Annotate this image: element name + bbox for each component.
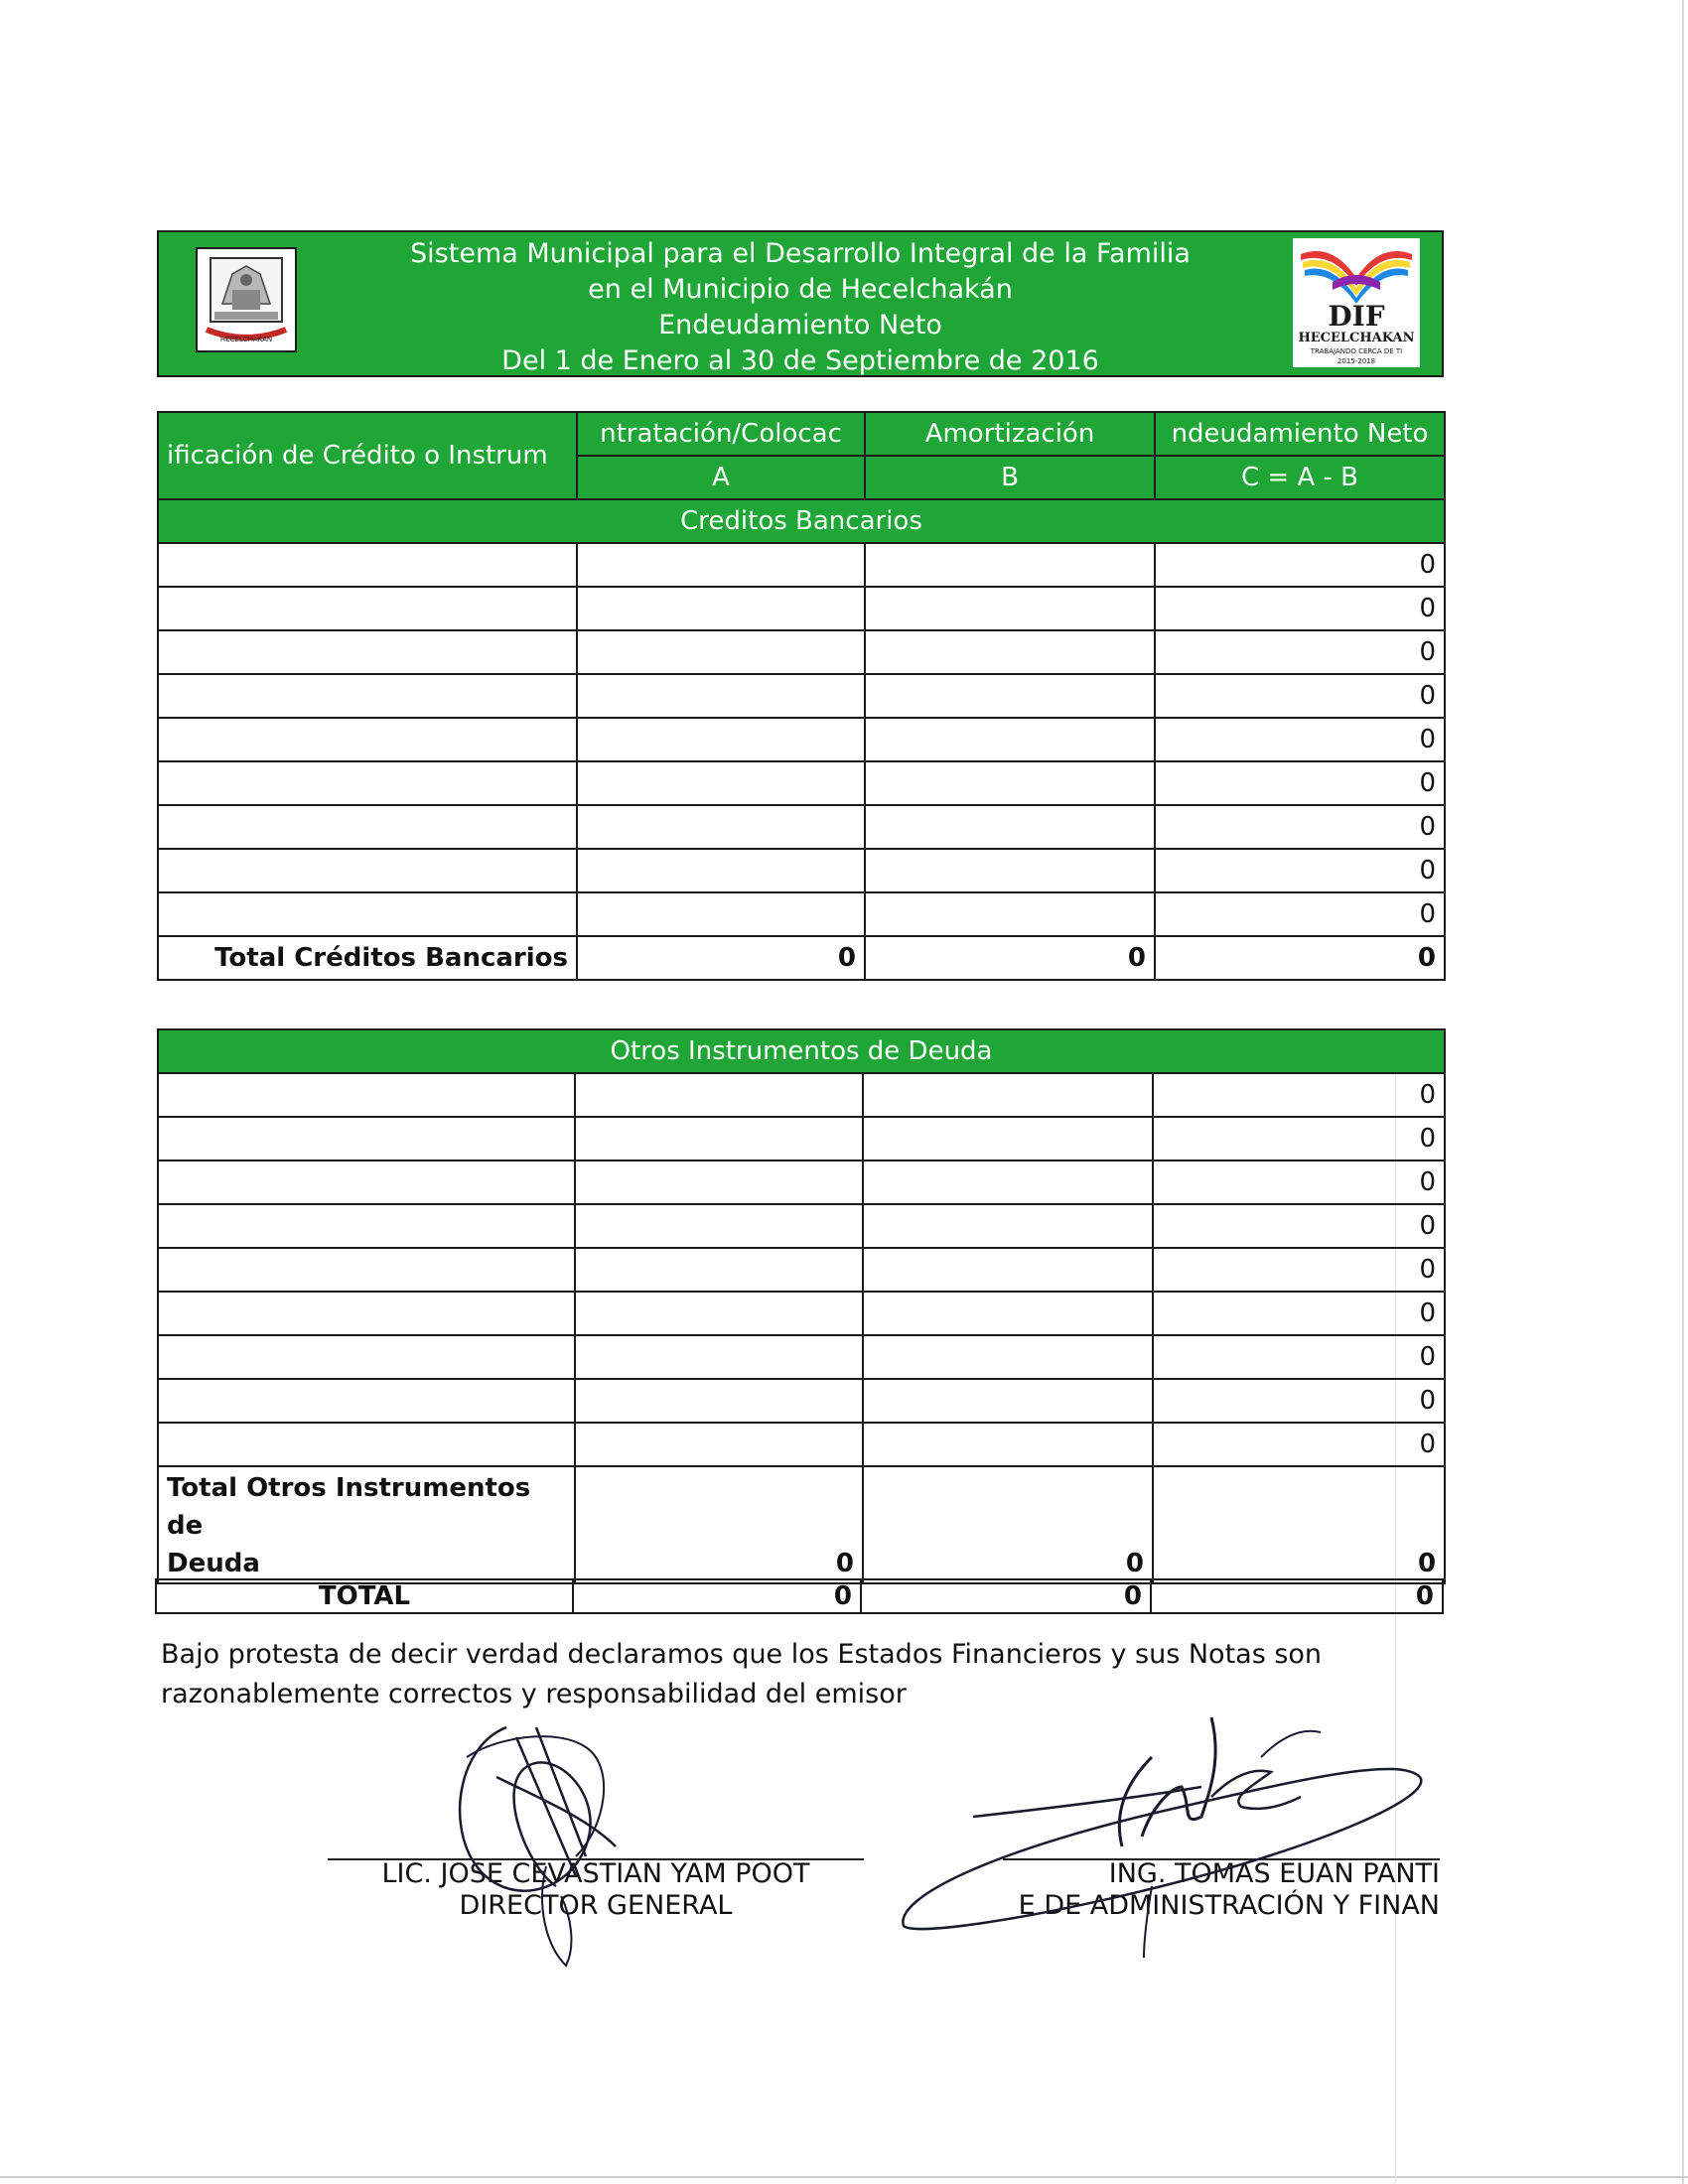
row-value: 0	[1153, 1292, 1445, 1335]
otros-instrumentos-table	[157, 1028, 1446, 1584]
declaration-line-1: Bajo protesta de decir verdad declaramos que los Estados Financieros y sus Notas son	[161, 1639, 1323, 1670]
grand-total-c: 0	[1151, 1579, 1443, 1613]
signer-left-name: LIC. JOSE CEVASTIAN YAM POOT	[381, 1858, 810, 1889]
total-label	[158, 1466, 575, 1583]
table-row	[158, 1117, 1445, 1160]
total-c: 0	[1153, 1466, 1445, 1583]
section-title-otros: Otros Instrumentos de Deuda	[158, 1029, 1445, 1073]
svg-text:HECELCHAKAN: HECELCHAKAN	[1298, 331, 1415, 345]
table-row	[158, 587, 1445, 630]
total-b: 0	[863, 1466, 1153, 1583]
table-row	[158, 1423, 1445, 1466]
table-row	[158, 1379, 1445, 1423]
row-value: 0	[1155, 892, 1445, 936]
table-row	[158, 892, 1445, 936]
row-value: 0	[1153, 1423, 1445, 1466]
total-label: Total Créditos Bancarios	[158, 936, 577, 980]
grand-total-row	[156, 1579, 1443, 1613]
scan-edge-bottom	[0, 2176, 1688, 2178]
table-row	[158, 805, 1445, 849]
col-header-contratacion: ntratación/Colocac	[577, 412, 865, 456]
municipal-crest-logo	[193, 244, 300, 355]
row-value: 0	[1155, 587, 1445, 630]
total-label-line-1: Total Otros Instrumentos de	[167, 1473, 531, 1541]
signature-right	[884, 1698, 1440, 1966]
table-row	[158, 718, 1445, 761]
declaration-line-2: razonablemente correctos y responsabilidad del emisor	[161, 1679, 907, 1709]
row-value: 0	[1153, 1335, 1445, 1379]
col-sub-c: C = A - B	[1155, 456, 1445, 499]
grand-total-label: TOTAL	[156, 1579, 573, 1613]
col-header-amortizacion: Amortización	[865, 412, 1155, 456]
grand-total-table	[155, 1578, 1444, 1614]
col-sub-b: B	[865, 456, 1155, 499]
col-sub-a: A	[577, 456, 865, 499]
header-line-2: en el Municipio de Hecelchakán	[588, 274, 1013, 305]
header-title: Endeudamiento Neto	[658, 310, 942, 341]
table-row	[158, 674, 1445, 718]
row-value: 0	[1155, 761, 1445, 805]
row-value: 0	[1155, 805, 1445, 849]
table-row	[158, 543, 1445, 587]
row-value: 0	[1153, 1073, 1445, 1117]
section-title-creditos: Creditos Bancarios	[158, 499, 1445, 543]
header-line-1: Sistema Municipal para el Desarrollo Integral de la Familia	[410, 238, 1191, 269]
table-row	[158, 1248, 1445, 1292]
table-row	[158, 1204, 1445, 1248]
signer-left-title: DIRECTOR GENERAL	[459, 1890, 733, 1921]
total-a: 0	[577, 936, 865, 980]
table-row	[158, 630, 1445, 674]
table-row	[158, 761, 1445, 805]
creditos-bancarios-table	[157, 411, 1446, 981]
svg-text:2015-2018: 2015-2018	[1336, 357, 1376, 365]
row-value: 0	[1155, 674, 1445, 718]
svg-text:DIF: DIF	[1328, 300, 1385, 333]
row-value: 0	[1155, 718, 1445, 761]
table-row	[158, 1292, 1445, 1335]
table-row	[158, 1335, 1445, 1379]
scan-edge	[1682, 0, 1684, 2184]
total-row	[158, 1466, 1445, 1583]
svg-text:TRABAJANDO CERCA DE TI: TRABAJANDO CERCA DE TI	[1310, 347, 1403, 355]
col-header-clasificacion: ificación de Crédito o Instrum	[158, 412, 577, 499]
total-c: 0	[1155, 936, 1445, 980]
table-row	[158, 1073, 1445, 1117]
row-value: 0	[1155, 849, 1445, 892]
row-value: 0	[1153, 1248, 1445, 1292]
table-row	[158, 849, 1445, 892]
total-row	[158, 936, 1445, 980]
grand-total-a: 0	[573, 1579, 861, 1613]
row-value: 0	[1153, 1160, 1445, 1204]
row-value: 0	[1155, 543, 1445, 587]
row-value: 0	[1153, 1117, 1445, 1160]
dif-logo	[1293, 238, 1420, 367]
row-value: 0	[1155, 630, 1445, 674]
signer-right-title: E DE ADMINISTRACIÓN Y FINAN	[1018, 1890, 1440, 1921]
row-value: 0	[1153, 1379, 1445, 1423]
total-label-line-2: Deuda	[167, 1549, 260, 1578]
signature-left	[437, 1707, 675, 1976]
col-header-endeudamiento: ndeudamiento Neto	[1155, 412, 1445, 456]
header-banner	[157, 230, 1444, 377]
table-row	[158, 1160, 1445, 1204]
header-period: Del 1 de Enero al 30 de Septiembre de 2016	[501, 345, 1099, 376]
grand-total-b: 0	[861, 1579, 1151, 1613]
total-b: 0	[865, 936, 1155, 980]
row-value: 0	[1153, 1204, 1445, 1248]
signer-right-name: ING. TOMAS EUAN PANTI	[1108, 1858, 1440, 1889]
svg-text:HECELCHAKAN: HECELCHAKAN	[219, 336, 273, 343]
total-a: 0	[575, 1466, 863, 1583]
